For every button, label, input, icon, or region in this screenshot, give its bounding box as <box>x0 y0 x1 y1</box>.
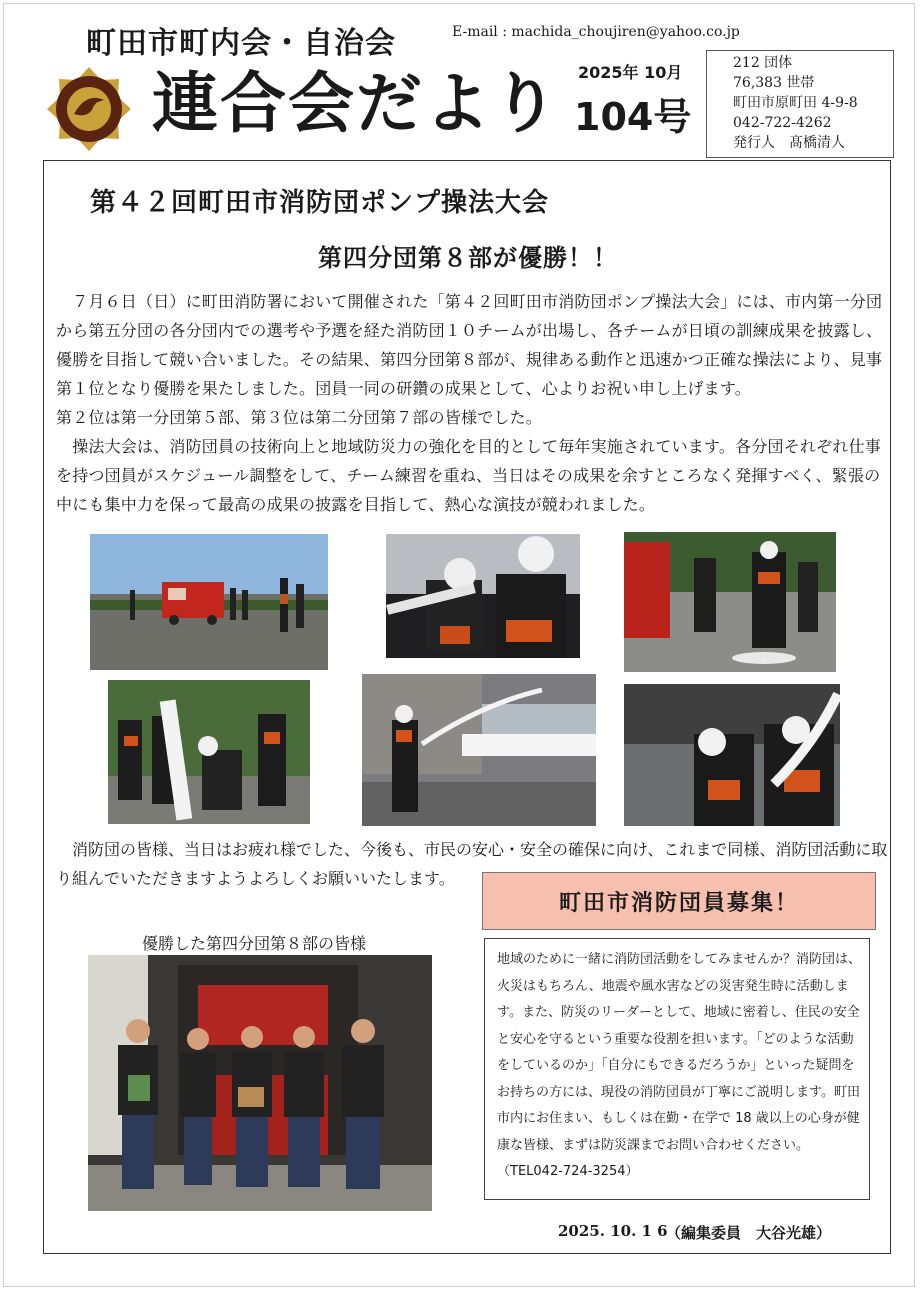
paragraph-2: 第２位は第一分団第５部、第３位は第二分団第７部の皆様でした。 <box>56 408 543 427</box>
article-subheadline: 第四分団第８部が優勝！！ <box>318 244 618 272</box>
photo-nozzle-team <box>624 684 840 826</box>
article-headline: 第４２回町田市消防団ポンプ操法大会 <box>90 188 550 218</box>
photo-team-practice <box>108 680 310 824</box>
member-count: 212 団体 <box>733 55 793 71</box>
email-address: E-mail : machida_choujiren@yahoo.co.jp <box>452 24 740 40</box>
org-name: 町田市町内会・自治会 <box>86 26 396 61</box>
recruit-details: 地域のために一緒に消防団活動をしてみませんか？消防団は、火災はもちろん、地震や風水害などの災害発生時に活動します。また、防災のリーダーとして、地域に密着し、住民の安全と安心を守るという重要な役割を担います。「どのような活動をしているのか」「自分にもできるだろうか」といった疑問をお持ちの方には、現役の消防団員が丁寧にご説明します。町田市内にお住まい、もしくは在勤・在学で 18 歳以上の心身が健康な皆様、まずは防災課までお問い合わせください。（TEL042-724-3254） <box>484 938 870 1200</box>
photo-winning-team <box>88 955 432 1211</box>
publisher-info-box <box>706 50 894 158</box>
household-count: 76,383 世帯 <box>733 75 815 91</box>
phone-number: 042-722-4262 <box>733 115 832 131</box>
paragraph-1: ７月６日（日）に町田消防署において開催された「第４２回町田市消防団ポンプ操法大会」には、市内第一分団から第五分団の各分団内での選考や予選を経た消防団１０チームが出場し、各チームが日頃の訓練成果を披露し、優勝を目指して競い合いました。その結果、第四分団第８部が、規律ある動作と迅速かつ正確な操法により、見事第１位となり優勝を果たしました。団員一同の研鑽の成果として、心よりお祝い申し上げます。 <box>56 292 883 398</box>
recruit-banner: 町田市消防団員募集！ <box>482 872 876 930</box>
paragraph-3: 操法大会は、消防団員の技術向上と地域防災力の強化を目的として毎年実施されています。各分団それぞれ仕事を持つ団員がスケジュール調整をして、チーム練習を重ね、当日はその成果を余すところなく発揮すべく、緊張の中にも集中力を保って最高の成果の披露を目指して、熱心な演技が競われました。 <box>56 437 881 514</box>
footer-editor: （編集委員 大谷光雄） <box>666 1224 832 1242</box>
photo-water-spray <box>362 674 596 826</box>
photo-hose-run <box>624 532 836 672</box>
address: 町田市原町田 4-9-8 <box>733 95 858 111</box>
issue-number: 104号 <box>574 95 692 139</box>
closing-message: 消防団の皆様、当日はお疲れ様でした、今後も、市民の安心・安全の確保に向け、これまで同様、消防団活動に取り組んでいただきますようよろしくお願いいたします。 <box>56 840 888 888</box>
photo-crew-closeup <box>386 534 580 658</box>
group-photo-caption: 優勝した第四分団第８部の皆様 <box>142 934 367 953</box>
photo-fire-truck <box>90 534 328 670</box>
masthead-title: 連合会だより <box>152 65 560 142</box>
issue-date: 2025年 10月 <box>578 63 683 82</box>
article-body <box>56 287 892 519</box>
footer-date: 2025. 10. 1 6 <box>558 1222 668 1240</box>
publisher: 発行人 髙橋清人 <box>733 135 845 151</box>
emblem-logo <box>46 66 132 152</box>
